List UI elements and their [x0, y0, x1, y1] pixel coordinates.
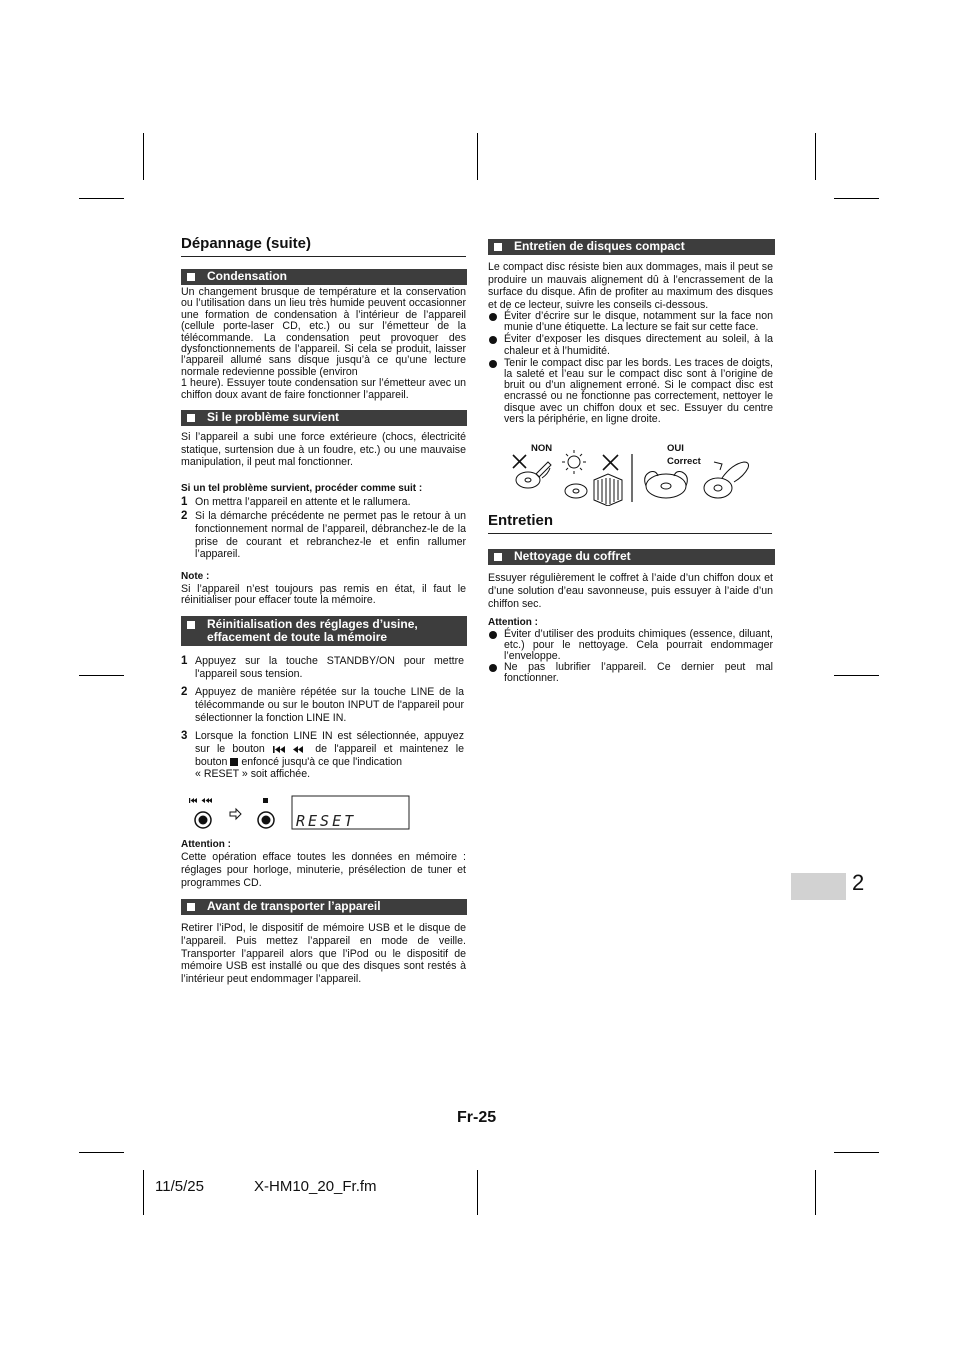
page-number: Fr-25 [457, 1109, 497, 1126]
subsection-bar-probleme [181, 410, 467, 426]
paragraph: Un changement brusque de température et la conservation ou l’utilisation dans un lieu très humide peuvent occasionner une formation de condensation à l’intérieur de l’appareil (cellule porte-laser CD, etc.) ou sur l’émetteur de la télécommande. La condensation peut provoquer des dysfonctionnements de l’appareil. Si cela se produit, laisser l’appareil allumé sans disque jusqu’à ce qu’une lecture normale redevienne possible (environ [181, 286, 466, 378]
step-text-part: de l'appareil et maintenez le bouton [195, 742, 464, 768]
disques-bullets [488, 311, 773, 426]
chapter-tab [791, 873, 846, 900]
crop-mark [79, 675, 124, 676]
footer-date: 11/5/25 [155, 1178, 204, 1195]
square-bullet-icon [187, 621, 195, 629]
subsection-title: Nettoyage du coffret [514, 549, 631, 563]
disc-handling-illustration [506, 450, 751, 506]
stop-button-icon [258, 798, 274, 828]
list-item: Éviter d’exposer les disques directement au soleil, à la chaleur et à l’humidité. [488, 334, 773, 356]
square-bullet-icon [187, 273, 195, 281]
disques-intro: Le compact disc résiste bien aux dommages, mais il peut se produire un mauvais alignement dû à l’encrassement de la surface du disque. Afin de profiter au maximum des disques et de ce lecteur, suivre les conseils ci-dessous. [488, 261, 773, 311]
subsection-title: Entretien de disques compact [514, 239, 685, 253]
numbered-step [181, 655, 464, 681]
correct-label: Correct [667, 456, 701, 467]
disc-in-sun-icon [565, 484, 587, 498]
hand-holding-disc-icon [645, 472, 688, 499]
step-number: 3 [181, 730, 188, 742]
skip-back-icon [272, 745, 308, 754]
square-bullet-icon [187, 414, 195, 422]
step-number: 2 [181, 510, 188, 522]
subsection-bar-transport [181, 899, 467, 915]
chapter-number: 2 [852, 870, 865, 895]
paragraph: 1 heure). Essuyer toute condensation sur l’émetteur avec un chiffon doux avant de faire fonctionner l’appareil. [181, 377, 466, 401]
paragraph: Si l’appareil a subi une force extérieure (chocs, électricité statique, surtension due à un foudre, etc.) ou une mauvaise manipulation, il peut mal fonctionner. [181, 431, 466, 468]
numbered-step [181, 730, 464, 781]
coffret-text: Essuyer régulièrement le coffret à l’aide d’un chiffon doux et d’une solution d’eau savonneuse, puis essuyer à l’aide d’un chiffon sec. [488, 572, 773, 610]
attention-text: Cette opération efface toutes les données en mémoire : réglages pour horloge, minuterie, présélection de tuner et programmes CD. [181, 851, 466, 889]
square-bullet-icon [187, 903, 195, 911]
crop-mark [815, 1170, 816, 1215]
subsection-bar-condensation [181, 269, 467, 285]
step-text [195, 730, 464, 781]
coffret-bullets [488, 629, 773, 685]
heater-icon [594, 474, 622, 506]
step-text-part: Lorsque la fonction LINE IN est sélectionnée, appuyez sur le bouton [195, 730, 464, 755]
crop-mark [143, 133, 144, 180]
oui-label: OUI [667, 443, 684, 454]
square-bullet-icon [494, 243, 502, 251]
section-heading-depannage: Dépannage (suite) [181, 235, 312, 252]
step-number: 2 [181, 686, 188, 698]
attention-label: Attention : [488, 617, 538, 628]
display-text: RESET [296, 812, 357, 830]
crop-mark [79, 1152, 124, 1153]
footer-filename: X-HM10_20_Fr.fm [254, 1178, 377, 1195]
list-item: Éviter d’utiliser des produits chimiques (essence, diluant, etc.) pour le nettoyage. Cela pourrait endommager l’enveloppe. [488, 629, 773, 661]
step-text: Si la démarche précédente ne permet pas le retour à un fonctionnement normal de l’appareil, débranchez-le de la prise de courant et rebranchez-le et enfin rallumer l’appareil. [195, 510, 466, 561]
list-item: Ne pas lubrifier l’appareil. Ce dernier peut mal fonctionner. [488, 662, 773, 684]
square-bullet-icon [494, 553, 502, 561]
crop-mark [477, 133, 478, 180]
probleme-subhead: Si un tel problème survient, procéder comme suit : [181, 483, 423, 494]
subsection-bar-reinit [181, 616, 467, 646]
stop-icon [230, 758, 238, 766]
subsection-title: Condensation [207, 269, 287, 283]
subsection-title: Avant de transporter l’appareil [207, 899, 381, 913]
step-number: 1 [181, 655, 188, 667]
heading-rule [181, 256, 466, 257]
crop-mark [834, 675, 879, 676]
subsection-title: Si le problème survient [207, 410, 340, 424]
crop-mark [477, 1170, 478, 1215]
step-text-part: « RESET » soit affichée. [195, 768, 311, 781]
numbered-step [181, 686, 464, 724]
list-item: Éviter d’écrire sur le disque, notamment sur la face non munie d’une étiquette. La lecture se fait sur cette face. [488, 311, 773, 333]
hand-wiping-disc-icon [704, 462, 749, 498]
subsection-bar-disques [488, 239, 775, 255]
crop-mark [143, 1170, 144, 1215]
section-heading-entretien: Entretien [488, 512, 554, 529]
numbered-step [181, 496, 466, 509]
step-number: 1 [181, 496, 188, 508]
note-label: Note : [181, 571, 210, 582]
crop-mark [834, 1152, 879, 1153]
crop-mark [834, 198, 879, 199]
crop-mark [79, 198, 124, 199]
numbered-step [181, 510, 466, 561]
step-text-part: enfoncé jusqu'à ce que l'indication [241, 755, 403, 768]
step-text: Appuyez de manière répétée sur la touche LINE de la télécommande ou sur le bouton INPUT de l'appareil pour sélectionner la fonction LINE IN. [195, 686, 464, 724]
crop-mark [815, 133, 816, 180]
heading-rule [488, 533, 772, 534]
skip-back-button-icon [189, 798, 212, 828]
sun-icon [562, 450, 586, 474]
list-item: Tenir le compact disc par les bords. Les traces de doigts, la saleté et l’eau sur le compact disc sont à l’origine de bruit ou d’un alignement erroné. Si le compact disc est encrassé ou ne fonctionne pas correctement, nettoyer le disque avec un chiffon doux et sec. Essuyer du centre vers la périphérie, en ligne droite. [488, 358, 773, 425]
subsection-title: Réinitialisation des réglages d’usine, [207, 617, 418, 631]
cross-mark-icon [513, 455, 618, 470]
step-text: Appuyez sur la touche STANDBY/ON pour mettre l'appareil sous tension. [195, 655, 464, 680]
transport-text: Retirer l’iPod, le dispositif de mémoire USB et le disque de l’appareil. Puis mettez l’appareil en mode de veille. Transporter l’appareil alors que l’iPod ou le dispositif de mémoire USB est installé ou que des disques sont restés à l’intérieur peut endommager l’appareil. [181, 922, 466, 986]
subsection-title: effacement de toute la mémoire [207, 630, 388, 644]
arrow-right-icon [230, 809, 241, 819]
reset-illustration [186, 794, 414, 832]
disc-writing-icon [516, 462, 551, 488]
note-text: Si l’appareil n’est toujours pas remis en état, il faut le réinitialiser pour effacer toute la mémoire. [181, 583, 466, 607]
step-text: On mettra l’appareil en attente et le rallumera. [195, 496, 411, 508]
condensation-text [181, 287, 466, 401]
subsection-bar-coffret [488, 549, 775, 565]
attention-label: Attention : [181, 839, 231, 850]
non-label: NON [531, 443, 553, 454]
probleme-text [181, 431, 466, 469]
